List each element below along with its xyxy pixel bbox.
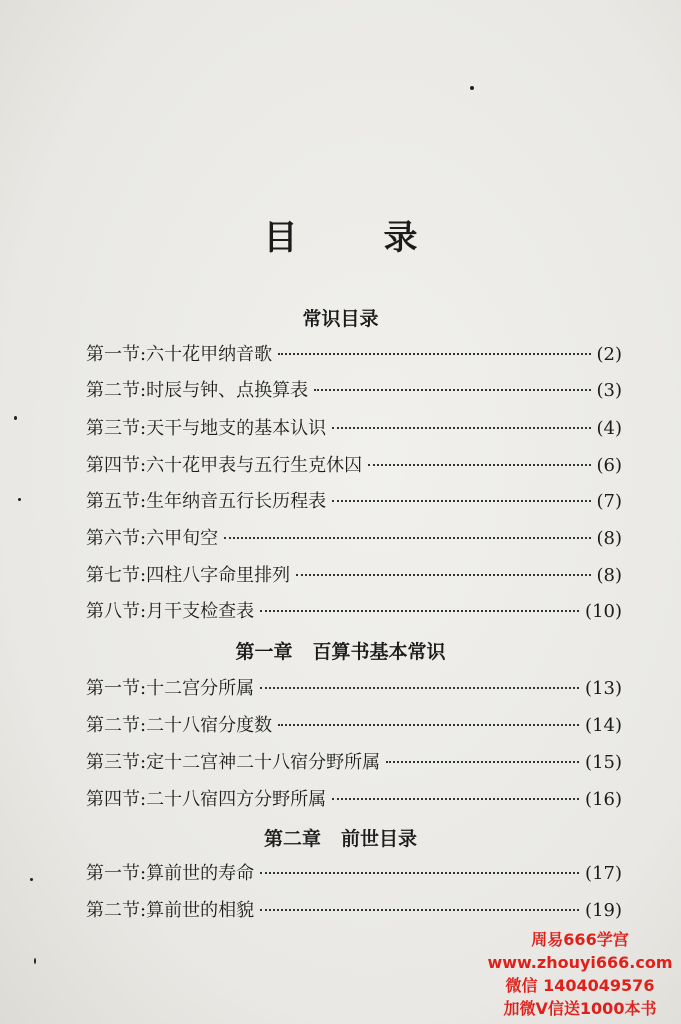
- title-char-2: 录: [383, 218, 418, 258]
- toc-entry[interactable]: [86, 896, 622, 924]
- watermark: [480, 928, 680, 1020]
- scan-speck: [470, 86, 474, 90]
- dot-leader: [260, 872, 579, 874]
- entry-separator: :: [140, 900, 147, 921]
- entry-page: (7): [596, 491, 622, 512]
- chapter-number: 第二章: [263, 828, 321, 850]
- toc-entry[interactable]: [86, 711, 622, 739]
- chapter-heading-1: [0, 637, 681, 664]
- dot-leader: [314, 389, 590, 391]
- dot-leader: [332, 500, 590, 502]
- entry-page: (4): [596, 418, 622, 439]
- scan-speck: [14, 416, 17, 420]
- entry-separator: :: [140, 863, 147, 884]
- watermark-line-1: 周易666学宫: [531, 930, 629, 949]
- entry-title: 月干支检查表: [146, 601, 255, 622]
- dot-leader: [260, 687, 579, 689]
- toc-entry[interactable]: [86, 376, 622, 404]
- entry-number: 第三节: [86, 752, 140, 773]
- entry-number: 第五节: [86, 491, 140, 512]
- entry-separator: :: [140, 491, 147, 512]
- entry-number: 第二节: [86, 900, 140, 921]
- page-title: [0, 210, 681, 259]
- entry-title: 定十二宫神二十八宿分野所属: [146, 752, 381, 773]
- entry-number: 第六节: [86, 528, 140, 549]
- entry-number: 第三节: [86, 418, 140, 439]
- entry-separator: :: [140, 789, 147, 810]
- entry-separator: :: [140, 344, 147, 365]
- entry-page: (14): [585, 715, 622, 736]
- entry-number: 第二节: [86, 380, 140, 401]
- entry-number: 第七节: [86, 565, 140, 586]
- dot-leader: [368, 464, 590, 466]
- toc-entry[interactable]: [86, 524, 622, 552]
- entry-number: 第八节: [86, 601, 140, 622]
- chapter-number: 第一章: [235, 641, 293, 663]
- entry-page: (2): [596, 344, 622, 365]
- entry-title: 生年纳音五行长历程表: [146, 491, 327, 512]
- entry-page: (10): [585, 601, 622, 622]
- entry-number: 第四节: [86, 789, 140, 810]
- scan-speck: [18, 498, 21, 501]
- entry-number: 第一节: [86, 863, 140, 884]
- entry-separator: :: [140, 601, 147, 622]
- entry-number: 第二节: [86, 715, 140, 736]
- entry-separator: :: [140, 565, 147, 586]
- scan-speck: [30, 878, 33, 881]
- watermark-line-2: www.zhouyi666.com: [487, 953, 673, 972]
- chapter-title: 前世目录: [341, 828, 418, 850]
- entry-title: 天干与地支的基本认识: [146, 418, 327, 439]
- toc-entry[interactable]: [86, 561, 622, 589]
- chapter-heading-2: [0, 824, 681, 851]
- entry-number: 第一节: [86, 678, 140, 699]
- watermark-line-4: 加微V信送1000本书: [503, 999, 657, 1018]
- entry-title: 六甲旬空: [146, 528, 219, 549]
- entry-page: (8): [596, 565, 622, 586]
- entry-page: (13): [585, 678, 622, 699]
- toc-entry[interactable]: [86, 859, 622, 887]
- entry-page: (3): [596, 380, 622, 401]
- entry-page: (15): [585, 752, 622, 773]
- dot-leader: [386, 761, 579, 763]
- toc-entry[interactable]: [86, 748, 622, 776]
- toc-entry[interactable]: [86, 597, 622, 625]
- toc-entry[interactable]: [86, 674, 622, 702]
- scan-speck: [34, 958, 36, 964]
- watermark-line-3: 微信 1404049576: [505, 976, 655, 995]
- entry-title: 算前世的寿命: [146, 863, 255, 884]
- dot-leader: [332, 427, 590, 429]
- entry-separator: :: [140, 418, 147, 439]
- entry-number: 第四节: [86, 455, 140, 476]
- entry-title: 六十花甲纳音歌: [146, 344, 273, 365]
- title-char-1: 目: [263, 218, 298, 258]
- dot-leader: [224, 537, 590, 539]
- entry-title: 十二宫分所属: [146, 678, 255, 699]
- toc-entry[interactable]: [86, 487, 622, 515]
- entry-page: (19): [585, 900, 622, 921]
- chapter-title: 百算书基本常识: [312, 641, 446, 663]
- toc-entry[interactable]: [86, 451, 622, 479]
- entry-page: (6): [596, 455, 622, 476]
- entry-separator: :: [140, 752, 147, 773]
- entry-title: 六十花甲表与五行生克休囚: [146, 455, 363, 476]
- entry-number: 第一节: [86, 344, 140, 365]
- toc-entry[interactable]: [86, 785, 622, 813]
- entry-separator: :: [140, 380, 147, 401]
- entry-separator: :: [140, 678, 147, 699]
- entry-title: 二十八宿分度数: [146, 715, 273, 736]
- dot-leader: [296, 574, 590, 576]
- entry-title: 算前世的相貌: [146, 900, 255, 921]
- dot-leader: [260, 909, 579, 911]
- dot-leader: [260, 610, 579, 612]
- toc-entry[interactable]: [86, 340, 622, 368]
- dot-leader: [278, 724, 579, 726]
- entry-title: 四柱八字命里排列: [146, 565, 291, 586]
- entry-page: (16): [585, 789, 622, 810]
- entry-page: (8): [596, 528, 622, 549]
- entry-separator: :: [140, 715, 147, 736]
- section-heading-common: 常识目录: [302, 308, 379, 330]
- dot-leader: [278, 353, 590, 355]
- dot-leader: [332, 798, 579, 800]
- entry-page: (17): [585, 863, 622, 884]
- entry-separator: :: [140, 528, 147, 549]
- entry-separator: :: [140, 455, 147, 476]
- entry-title: 时辰与钟、点换算表: [146, 380, 309, 401]
- entry-title: 二十八宿四方分野所属: [146, 789, 327, 810]
- toc-entry[interactable]: [86, 414, 622, 442]
